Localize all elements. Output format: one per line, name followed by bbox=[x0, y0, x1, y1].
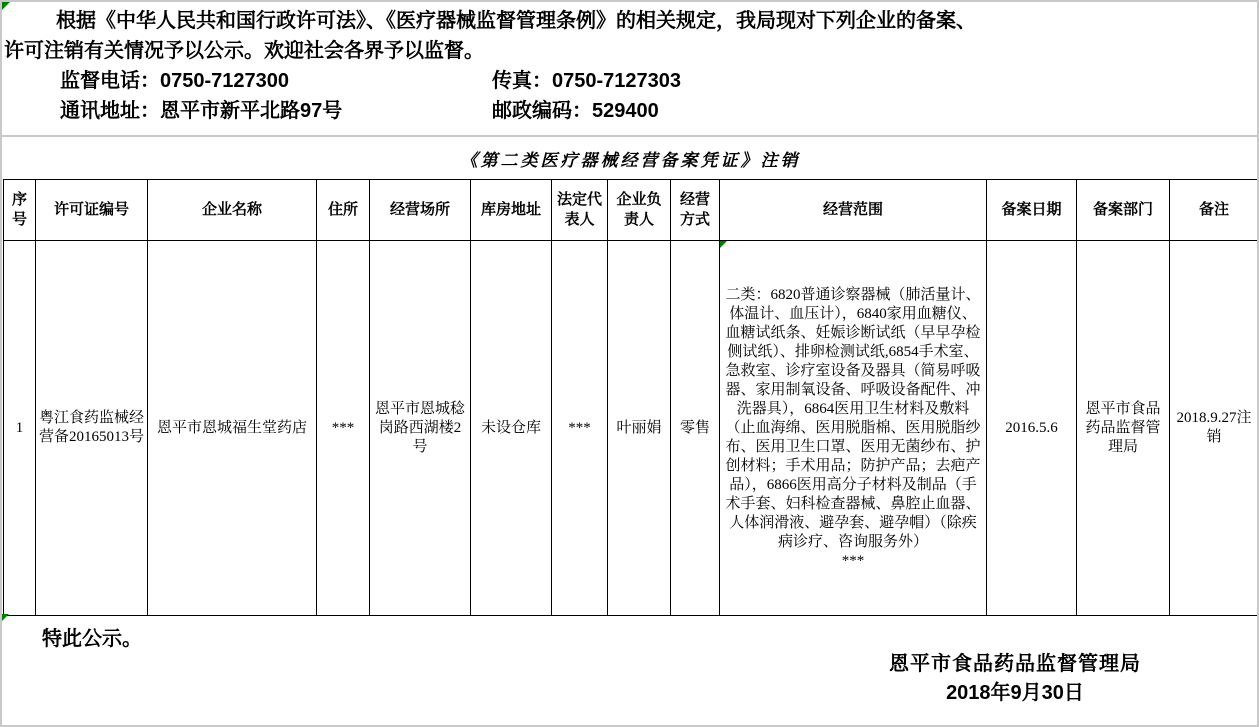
header-company-name: 企业名称 bbox=[148, 180, 317, 241]
header-business-premises: 经营场所 bbox=[370, 180, 471, 241]
cell-record-date: 2016.5.6 bbox=[987, 241, 1077, 616]
table-row bbox=[4, 241, 1259, 616]
fax-number: 传真：0750-7127303 bbox=[492, 70, 682, 92]
header-business-mode: 经营方式 bbox=[671, 180, 720, 241]
intro-line: 许可注销有关情况予以公示。欢迎社会各界予以监督。 bbox=[4, 40, 484, 62]
cell-residence: *** bbox=[317, 241, 370, 616]
closing-statement: 特此公示。 bbox=[42, 628, 142, 650]
cell-business-scope bbox=[720, 241, 987, 616]
issuer-name: 恩平市食品药品监督管理局 bbox=[889, 653, 1141, 675]
header-remark: 备注 bbox=[1170, 180, 1259, 241]
header-person-in-charge: 企业负责人 bbox=[608, 180, 671, 241]
business-scope-footnote: *** bbox=[841, 552, 865, 569]
cell-warehouse-address: 未设仓库 bbox=[471, 241, 552, 616]
contact-row bbox=[2, 66, 1259, 96]
header-residence: 住所 bbox=[317, 180, 370, 241]
notice-intro bbox=[2, 6, 1259, 126]
header-record-department: 备案部门 bbox=[1077, 180, 1170, 241]
issue-date: 2018年9月30日 bbox=[946, 682, 1084, 704]
comment-flag-icon bbox=[2, 614, 9, 621]
cell-license-no: 粤江食药监械经营备20165013号 bbox=[36, 241, 148, 616]
cell-company-name: 恩平市恩城福生堂药店 bbox=[148, 241, 317, 616]
cell-person-in-charge: 叶丽娟 bbox=[608, 241, 671, 616]
cell-business-premises: 恩平市恩城稔岗路西湖楼2号 bbox=[370, 241, 471, 616]
mailing-address: 通讯地址：恩平市新平北路97号 bbox=[60, 100, 343, 122]
cell-remark: 2018.9.27注销 bbox=[1170, 241, 1259, 616]
record-table bbox=[3, 179, 1259, 616]
contact-row bbox=[2, 96, 1259, 126]
business-scope-text: 二类：6820普通诊察器械（肺活量计、体温计、血压计），6840家用血糖仪、血糖试纸条、妊娠诊断试纸（早早孕检侧试纸）、排卵检测试纸,6854手术室、急救室、诊疗室设备及器具（简易呼吸器、家用制氧设备、呼吸设备配件、冲洗器具），6864医用卫生材料及敷料（止血海绵、医用脱脂棉、医用脱脂纱布、医用卫生口罩、医用无菌纱布、护创材料；手术用品；防护产品；去疤产品），6866医用高分子材料及制品（手术手套、妇科检查器械、鼻腔止血器、人体润滑液、避孕套、避孕帽）（除疾病诊疗、咨询服务外） bbox=[725, 286, 981, 550]
supervision-phone: 监督电话：0750-7127300 bbox=[60, 70, 290, 92]
cell-legal-representative: *** bbox=[552, 241, 608, 616]
header-business-scope: 经营范围 bbox=[720, 180, 987, 241]
intro-line: 根据《中华人民共和国行政许可法》、《医疗器械监督管理条例》的相关规定，我局现对下列企业的备案、 bbox=[56, 10, 976, 32]
cell-business-mode: 零售 bbox=[671, 241, 720, 616]
header-record-date: 备案日期 bbox=[987, 180, 1077, 241]
header-seq: 序号 bbox=[4, 180, 36, 241]
header-legal-representative: 法定代表人 bbox=[552, 180, 608, 241]
header-warehouse-address: 库房地址 bbox=[471, 180, 552, 241]
comment-flag-icon bbox=[2, 2, 10, 10]
header-license-no: 许可证编号 bbox=[36, 180, 148, 241]
comment-flag-icon bbox=[720, 241, 727, 248]
signature-block bbox=[765, 650, 1259, 708]
table-title: 《第二类医疗器械经营备案凭证》注销 bbox=[2, 135, 1259, 179]
table-header-row bbox=[4, 180, 1259, 241]
cell-seq: 1 bbox=[4, 241, 36, 616]
cell-record-department: 恩平市食品药品监督管理局 bbox=[1077, 241, 1170, 616]
postal-code: 邮政编码：529400 bbox=[492, 100, 659, 122]
